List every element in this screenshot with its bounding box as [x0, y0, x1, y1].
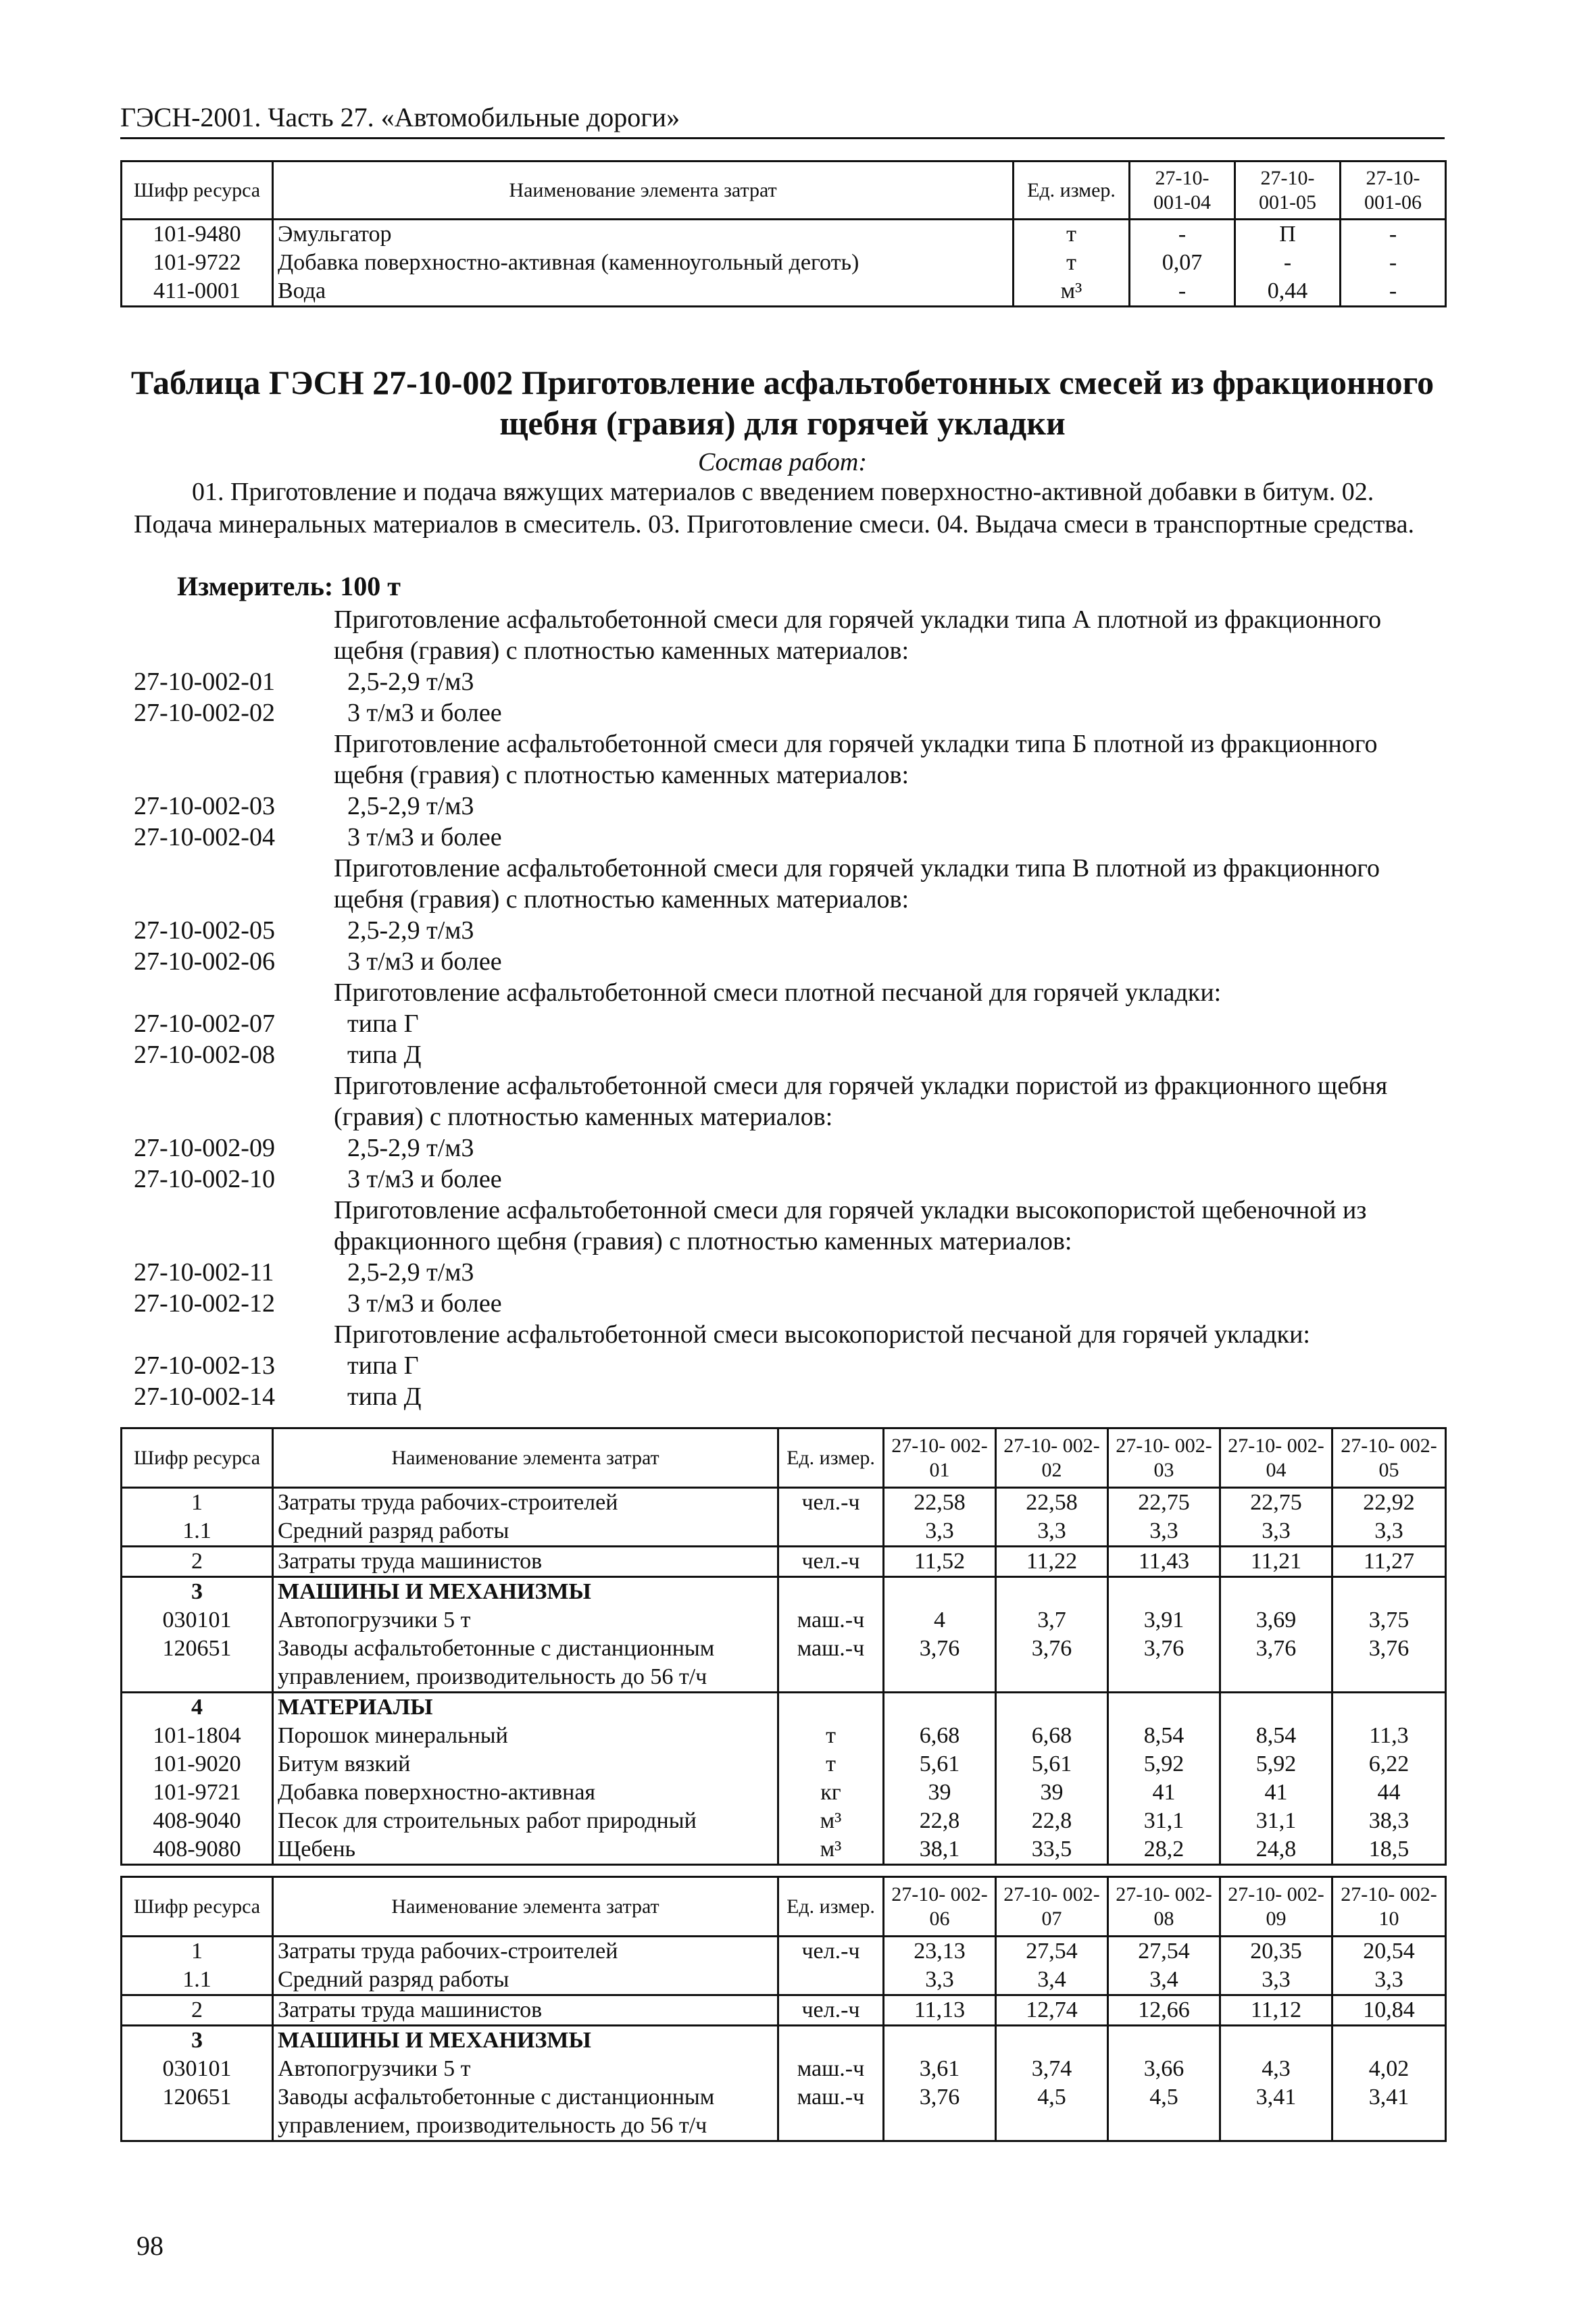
table-row: [122, 1937, 1446, 1966]
cell-unit: кг: [778, 1778, 884, 1807]
cell-value: 11,12: [1220, 1995, 1332, 2026]
composition-label: Состав работ:: [697, 448, 868, 476]
cell-name: Затраты труда машинистов: [273, 1995, 778, 2026]
cell-value: 18,5: [1332, 1835, 1446, 1865]
cell-value: 11,3: [1332, 1722, 1446, 1750]
cell-value: 3,76: [884, 1635, 996, 1693]
header-col: 27-10- 002-10: [1332, 1877, 1446, 1937]
cell-value: [996, 1693, 1108, 1722]
cell-name: Заводы асфальтобетонные с дистанционным управлением, производительность до 56 т/ч: [273, 1635, 778, 1693]
cell-value: 31,1: [1220, 1807, 1332, 1835]
table-row: [122, 220, 1446, 249]
cell-code: 030101: [122, 1606, 273, 1635]
cell-value: 6,68: [996, 1722, 1108, 1750]
code-text: типа Д: [347, 1383, 422, 1411]
code-text: Приготовление асфальтобетонной смеси для горячей укладки типа В плотной из фракционного щебня (гравия) с плотностью каменных материалов:: [334, 854, 1380, 914]
cell-code: 1: [122, 1488, 273, 1518]
table-row: [122, 1778, 1446, 1807]
cell-value: -: [1341, 249, 1446, 277]
code-item: [134, 1132, 1451, 1164]
cell-unit: [778, 1577, 884, 1607]
resource-table-b: [120, 1876, 1447, 2142]
cell-value: 4,5: [996, 2083, 1108, 2141]
code-group-heading: [134, 1070, 1451, 1132]
cell-value: 27,54: [996, 1937, 1108, 1966]
code-text: Приготовление асфальтобетонной смеси высокопористой песчаной для горячей укладки:: [334, 1320, 1310, 1349]
cell-name: МАШИНЫ И МЕХАНИЗМЫ: [273, 2026, 778, 2056]
header-code: Шифр ресурса: [122, 1428, 273, 1488]
table-row: [122, 2026, 1446, 2056]
page-number: 98: [136, 2231, 164, 2261]
cell-value: 3,3: [1332, 1966, 1446, 1995]
cell-value: 10,84: [1332, 1995, 1446, 2026]
code-item: [134, 1008, 1451, 1039]
cell-value: 22,58: [996, 1488, 1108, 1518]
cell-unit: т: [778, 1722, 884, 1750]
code-group-heading: [134, 977, 1451, 1008]
code-number: 27-10-002-05: [134, 916, 275, 945]
table-row: [122, 1635, 1446, 1693]
code-list: [134, 604, 1451, 1412]
code-text: 2,5-2,9 т/м3: [347, 792, 474, 820]
code-number: 27-10-002-06: [134, 947, 275, 976]
code-item: [134, 1350, 1451, 1381]
cell-code: 4: [122, 1693, 273, 1722]
cell-value: 0,44: [1235, 277, 1341, 307]
cell-value: 3,3: [1220, 1517, 1332, 1547]
code-number: 27-10-002-12: [134, 1289, 275, 1318]
cell-value: 0,07: [1130, 249, 1235, 277]
cell-value: 3,4: [996, 1966, 1108, 1995]
cell-name: МАТЕРИАЛЫ: [273, 1693, 778, 1722]
cell-value: [996, 1577, 1108, 1607]
code-number: 27-10-002-08: [134, 1041, 275, 1069]
cell-name: Затраты труда рабочих-строителей: [273, 1937, 778, 1966]
cell-code: 2: [122, 1995, 273, 2026]
cell-value: 22,8: [884, 1807, 996, 1835]
cell-unit: т: [1014, 220, 1130, 249]
cell-value: 38,3: [1332, 1807, 1446, 1835]
header-col: 27-10- 002-03: [1108, 1428, 1220, 1488]
code-number: 27-10-002-09: [134, 1134, 275, 1162]
code-number: 27-10-002-07: [134, 1010, 275, 1038]
code-group-heading: [134, 853, 1451, 915]
code-item: [134, 1257, 1451, 1288]
cell-value: 20,35: [1220, 1937, 1332, 1966]
cell-name: Щебень: [273, 1835, 778, 1865]
code-text: 2,5-2,9 т/м3: [347, 668, 474, 696]
cell-code: 3: [122, 2026, 273, 2056]
header-col: 27-10- 002-08: [1108, 1877, 1220, 1937]
cell-value: 3,61: [884, 2055, 996, 2083]
header-col: 27-10- 002-05: [1332, 1428, 1446, 1488]
cell-unit: м³: [1014, 277, 1130, 307]
code-item: [134, 946, 1451, 977]
table-row: [122, 1807, 1446, 1835]
table-row: [122, 1693, 1446, 1722]
cell-value: 6,22: [1332, 1750, 1446, 1778]
code-number: 27-10-002-02: [134, 699, 275, 727]
cell-value: 3,76: [1108, 1635, 1220, 1693]
code-group-heading: [134, 728, 1451, 791]
cell-unit: т: [778, 1750, 884, 1778]
cell-value: -: [1341, 277, 1446, 307]
cell-value: -: [1130, 220, 1235, 249]
cell-value: 5,61: [884, 1750, 996, 1778]
cell-name: Порошок минеральный: [273, 1722, 778, 1750]
table-row: [122, 1966, 1446, 1995]
cell-value: 8,54: [1108, 1722, 1220, 1750]
cell-code: 030101: [122, 2055, 273, 2083]
cell-value: 12,66: [1108, 1995, 1220, 2026]
code-text: типа Г: [347, 1010, 419, 1038]
table-row: [122, 1606, 1446, 1635]
cell-value: [1108, 1693, 1220, 1722]
code-text: 2,5-2,9 т/м3: [347, 916, 474, 945]
header-unit: Ед. измер.: [778, 1428, 884, 1488]
cell-unit: [778, 1693, 884, 1722]
cell-value: 3,3: [884, 1966, 996, 1995]
cell-value: 5,92: [1220, 1750, 1332, 1778]
measurement-unit: Измеритель: 100 т: [177, 571, 401, 601]
table-row: [122, 1517, 1446, 1547]
header-code: Шифр ресурса: [122, 161, 273, 220]
header-name: Наименование элемента затрат: [273, 1428, 778, 1488]
cell-value: [1108, 2026, 1220, 2056]
cell-value: 3,74: [996, 2055, 1108, 2083]
composition-text: 01. Приготовление и подача вяжущих материалов с введением поверхностно-активной добавки в битум. 02. Подача минеральных материалов в смеситель. 03. Приготовление смеси. 04. Выдача смеси в транспортные средства.: [134, 478, 1414, 539]
cell-code: 3: [122, 1577, 273, 1607]
header-col: 27-10- 001-05: [1235, 161, 1341, 220]
code-number: 27-10-002-13: [134, 1351, 275, 1380]
table-title: Таблица ГЭСН 27-10-002 Приготовление асфальтобетонных смесей из фракционного щебня (гравия) для горячей укладки: [130, 364, 1435, 442]
cell-value: 11,22: [996, 1547, 1108, 1577]
header-col: 27-10- 002-06: [884, 1877, 996, 1937]
cell-value: 39: [884, 1778, 996, 1807]
cell-value: 5,61: [996, 1750, 1108, 1778]
cell-value: 3,41: [1332, 2083, 1446, 2141]
table-row: [122, 1995, 1446, 2026]
cell-value: 22,58: [884, 1488, 996, 1518]
cell-value: 3,76: [1220, 1635, 1332, 1693]
cell-unit: чел.-ч: [778, 1547, 884, 1577]
table-row: [122, 249, 1446, 277]
code-number: 27-10-002-03: [134, 792, 275, 820]
header-col: 27-10- 002-07: [996, 1877, 1108, 1937]
cell-value: [1332, 1577, 1446, 1607]
cell-value: 6,68: [884, 1722, 996, 1750]
cell-code: 101-9020: [122, 1750, 273, 1778]
resource-table-b-body: [122, 1937, 1446, 2141]
cell-code: 408-9040: [122, 1807, 273, 1835]
continuation-table-body: [122, 220, 1446, 307]
table-row: [122, 1547, 1446, 1577]
cell-name: Битум вязкий: [273, 1750, 778, 1778]
cell-code: 101-9480: [122, 220, 273, 249]
table-row: [122, 1750, 1446, 1778]
code-number: 27-10-002-04: [134, 823, 275, 851]
cell-value: -: [1235, 249, 1341, 277]
code-item: [134, 1288, 1451, 1319]
cell-unit: маш.-ч: [778, 1606, 884, 1635]
table-row: [122, 1488, 1446, 1518]
code-text: 3 т/м3 и более: [347, 699, 502, 727]
cell-unit: чел.-ч: [778, 1937, 884, 1966]
cell-code: 2: [122, 1547, 273, 1577]
cell-code: 101-1804: [122, 1722, 273, 1750]
header-col: 27-10- 002-09: [1220, 1877, 1332, 1937]
cell-value: 3,3: [1108, 1517, 1220, 1547]
cell-value: 41: [1108, 1778, 1220, 1807]
cell-unit: маш.-ч: [778, 2083, 884, 2141]
cell-value: 4,02: [1332, 2055, 1446, 2083]
cell-unit: чел.-ч: [778, 1488, 884, 1518]
cell-code: 120651: [122, 1635, 273, 1693]
cell-value: [996, 2026, 1108, 2056]
header-unit: Ед. измер.: [778, 1877, 884, 1937]
cell-value: 4,5: [1108, 2083, 1220, 2141]
cell-value: [1332, 1693, 1446, 1722]
running-head: ГЭСН-2001. Часть 27. «Автомобильные дороги»: [120, 101, 1445, 139]
cell-name: Вода: [273, 277, 1014, 307]
cell-unit: чел.-ч: [778, 1995, 884, 2026]
cell-code: 120651: [122, 2083, 273, 2141]
cell-value: [1108, 1577, 1220, 1607]
header-unit: Ед. измер.: [1014, 161, 1130, 220]
cell-value: 3,3: [1220, 1966, 1332, 1995]
code-item: [134, 791, 1451, 822]
table-row: [122, 277, 1446, 307]
cell-value: 22,8: [996, 1807, 1108, 1835]
cell-unit: маш.-ч: [778, 2055, 884, 2083]
cell-value: [884, 1577, 996, 1607]
code-text: 3 т/м3 и более: [347, 1165, 502, 1193]
cell-value: 3,91: [1108, 1606, 1220, 1635]
cell-value: 3,75: [1332, 1606, 1446, 1635]
cell-code: 1.1: [122, 1517, 273, 1547]
cell-name: Эмульгатор: [273, 220, 1014, 249]
cell-value: 22,92: [1332, 1488, 1446, 1518]
cell-unit: [778, 1966, 884, 1995]
cell-value: 31,1: [1108, 1807, 1220, 1835]
cell-value: 23,13: [884, 1937, 996, 1966]
cell-name: Добавка поверхностно-активная (каменноугольный деготь): [273, 249, 1014, 277]
cell-value: 20,54: [1332, 1937, 1446, 1966]
code-text: Приготовление асфальтобетонной смеси для горячей укладки типа Б плотной из фракционного щебня (гравия) с плотностью каменных материалов:: [334, 730, 1378, 789]
cell-value: 11,52: [884, 1547, 996, 1577]
cell-value: 39: [996, 1778, 1108, 1807]
code-number: 27-10-002-10: [134, 1165, 275, 1193]
cell-code: 101-9721: [122, 1778, 273, 1807]
cell-value: 3,7: [996, 1606, 1108, 1635]
resource-table-a-body: [122, 1488, 1446, 1865]
cell-value: 3,76: [884, 2083, 996, 2141]
code-group-heading: [134, 604, 1451, 666]
cell-value: 27,54: [1108, 1937, 1220, 1966]
cell-value: -: [1130, 277, 1235, 307]
cell-value: 3,76: [996, 1635, 1108, 1693]
code-text: Приготовление асфальтобетонной смеси для горячей укладки высокопористой щебеночной из фракционного щебня (гравия) с плотностью каменных материалов:: [334, 1196, 1367, 1255]
cell-name: Средний разряд работы: [273, 1966, 778, 1995]
cell-value: 12,74: [996, 1995, 1108, 2026]
header-name: Наименование элемента затрат: [273, 161, 1014, 220]
resource-table-a: [120, 1427, 1447, 1866]
table-row: [122, 2055, 1446, 2083]
cell-value: [884, 1693, 996, 1722]
code-item: [134, 822, 1451, 853]
code-number: 27-10-002-01: [134, 668, 275, 696]
cell-value: 3,3: [1332, 1517, 1446, 1547]
header-col: 27-10- 001-06: [1341, 161, 1446, 220]
header-col: 27-10- 002-04: [1220, 1428, 1332, 1488]
code-text: Приготовление асфальтобетонной смеси для горячей укладки пористой из фракционного щебня (гравия) с плотностью каменных материалов:: [334, 1072, 1388, 1131]
cell-value: [1220, 1577, 1332, 1607]
code-item: [134, 1381, 1451, 1412]
cell-value: 11,21: [1220, 1547, 1332, 1577]
cell-value: 44: [1332, 1778, 1446, 1807]
cell-name: Добавка поверхностно-активная: [273, 1778, 778, 1807]
code-item: [134, 697, 1451, 728]
code-text: Приготовление асфальтобетонной смеси плотной песчаной для горячей укладки:: [334, 978, 1222, 1007]
cell-code: 408-9080: [122, 1835, 273, 1865]
cell-name: Затраты труда рабочих-строителей: [273, 1488, 778, 1518]
cell-value: 5,92: [1108, 1750, 1220, 1778]
cell-unit: м³: [778, 1835, 884, 1865]
continuation-table: [120, 160, 1447, 307]
header-col: 27-10- 002-01: [884, 1428, 996, 1488]
cell-value: 41: [1220, 1778, 1332, 1807]
code-text: 3 т/м3 и более: [347, 823, 502, 851]
cell-value: 3,4: [1108, 1966, 1220, 1995]
code-group-heading: [134, 1195, 1451, 1257]
table-row: [122, 1577, 1446, 1607]
cell-value: [1332, 2026, 1446, 2056]
cell-unit: м³: [778, 1807, 884, 1835]
cell-value: 24,8: [1220, 1835, 1332, 1865]
cell-value: 3,3: [996, 1517, 1108, 1547]
table-row: [122, 2083, 1446, 2141]
code-text: 3 т/м3 и более: [347, 947, 502, 976]
cell-value: [884, 2026, 996, 2056]
cell-code: 411-0001: [122, 277, 273, 307]
cell-value: 33,5: [996, 1835, 1108, 1865]
cell-value: 3,41: [1220, 2083, 1332, 2141]
header-name: Наименование элемента затрат: [273, 1877, 778, 1937]
cell-value: 8,54: [1220, 1722, 1332, 1750]
cell-code: 1.1: [122, 1966, 273, 1995]
cell-name: Затраты труда машинистов: [273, 1547, 778, 1577]
cell-unit: т: [1014, 249, 1130, 277]
code-text: 2,5-2,9 т/м3: [347, 1258, 474, 1287]
code-item: [134, 1039, 1451, 1070]
header-col: 27-10- 002-02: [996, 1428, 1108, 1488]
cell-value: 3,3: [884, 1517, 996, 1547]
cell-value: 11,43: [1108, 1547, 1220, 1577]
cell-value: П: [1235, 220, 1341, 249]
cell-value: 38,1: [884, 1835, 996, 1865]
cell-value: -: [1341, 220, 1446, 249]
cell-value: 22,75: [1108, 1488, 1220, 1518]
cell-value: 4,3: [1220, 2055, 1332, 2083]
cell-value: 28,2: [1108, 1835, 1220, 1865]
cell-unit: [778, 2026, 884, 2056]
code-item: [134, 915, 1451, 946]
cell-value: [1220, 2026, 1332, 2056]
cell-name: Заводы асфальтобетонные с дистанционным управлением, производительность до 56 т/ч: [273, 2083, 778, 2141]
cell-name: Средний разряд работы: [273, 1517, 778, 1547]
code-number: 27-10-002-11: [134, 1258, 274, 1287]
header-code: Шифр ресурса: [122, 1877, 273, 1937]
cell-name: Автопогрузчики 5 т: [273, 1606, 778, 1635]
cell-value: 3,69: [1220, 1606, 1332, 1635]
code-item: [134, 666, 1451, 697]
code-text: 2,5-2,9 т/м3: [347, 1134, 474, 1162]
code-item: [134, 1164, 1451, 1195]
cell-unit: [778, 1517, 884, 1547]
cell-value: 3,76: [1332, 1635, 1446, 1693]
cell-code: 101-9722: [122, 249, 273, 277]
code-text: Приготовление асфальтобетонной смеси для горячей укладки типа А плотной из фракционного щебня (гравия) с плотностью каменных материалов:: [334, 605, 1382, 665]
cell-name: Автопогрузчики 5 т: [273, 2055, 778, 2083]
header-col: 27-10- 001-04: [1130, 161, 1235, 220]
code-text: 3 т/м3 и более: [347, 1289, 502, 1318]
cell-value: 3,66: [1108, 2055, 1220, 2083]
cell-value: 11,13: [884, 1995, 996, 2026]
cell-code: 1: [122, 1937, 273, 1966]
table-row: [122, 1722, 1446, 1750]
code-number: 27-10-002-14: [134, 1383, 275, 1411]
cell-value: [1220, 1693, 1332, 1722]
table-row: [122, 1835, 1446, 1865]
cell-name: Песок для строительных работ природный: [273, 1807, 778, 1835]
cell-value: 11,27: [1332, 1547, 1446, 1577]
cell-unit: маш.-ч: [778, 1635, 884, 1693]
code-group-heading: [134, 1319, 1451, 1350]
cell-value: 4: [884, 1606, 996, 1635]
cell-value: 22,75: [1220, 1488, 1332, 1518]
code-text: типа Д: [347, 1041, 422, 1069]
code-text: типа Г: [347, 1351, 419, 1380]
cell-name: МАШИНЫ И МЕХАНИЗМЫ: [273, 1577, 778, 1607]
